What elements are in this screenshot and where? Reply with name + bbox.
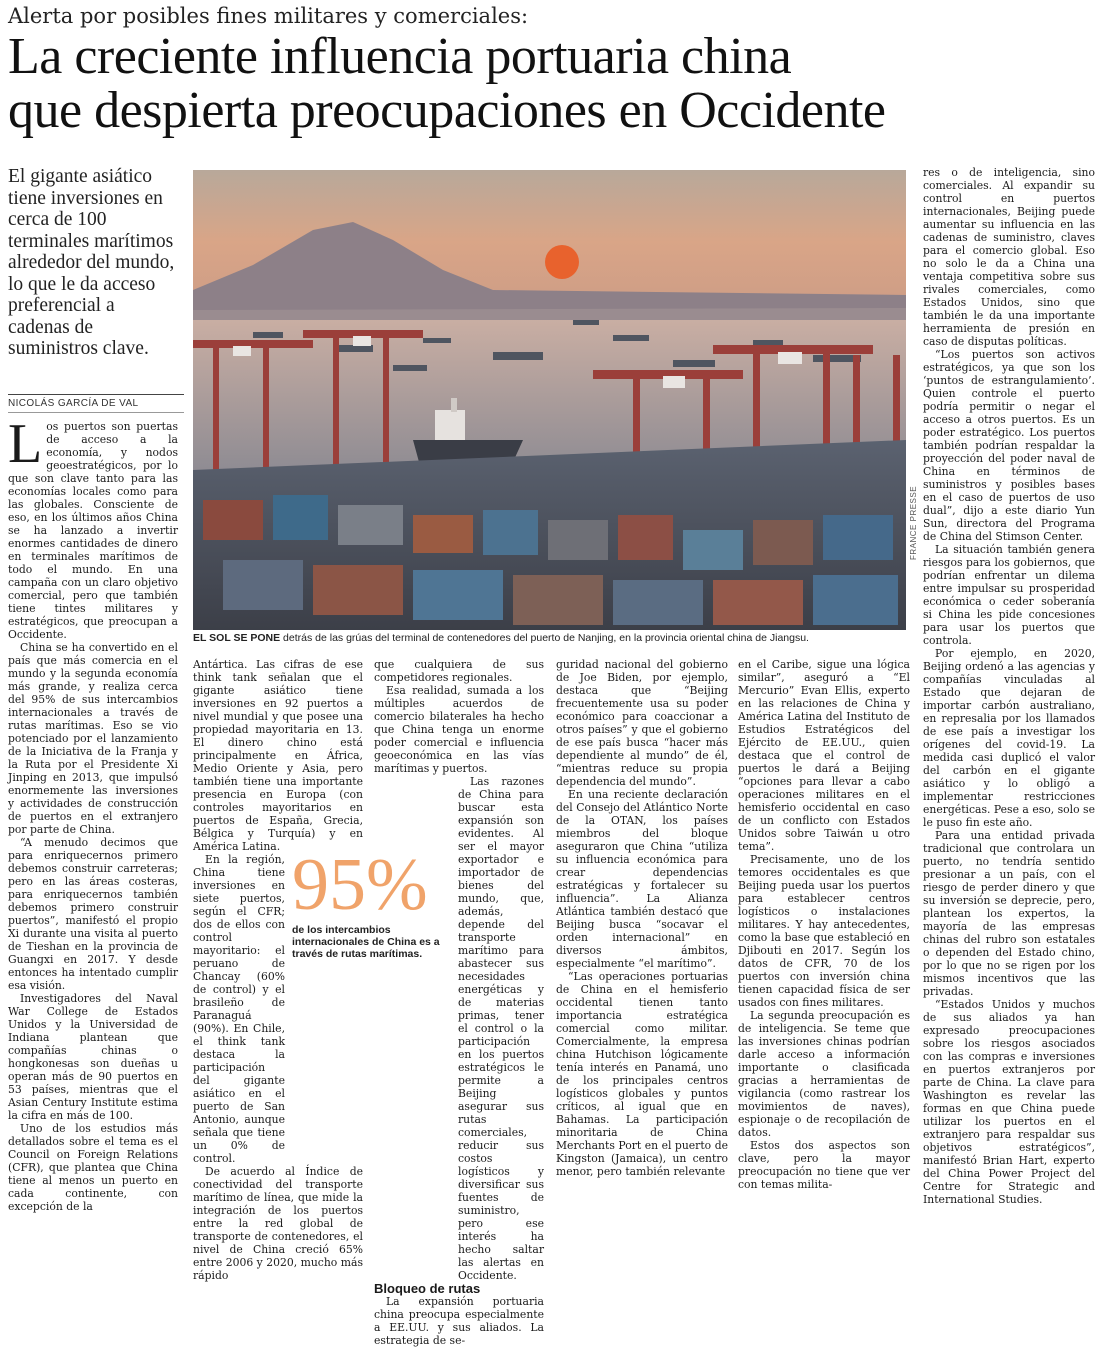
col2-paragraph-1: Antártica. Las cifras de ese think tank señalan que el gigante asiático tiene inversiones en 92 puertos a nivel mundial y que posee una propiedad mayoritaria en 13. El dinero chino está principalmente en África, Medio Oriente y Asia, pero también tiene una importante presencia en Europa (con controles mayoritarios en puertos de España, Grecia, Bélgica y Turquía) y en América Latina. (193, 658, 363, 853)
col1-paragraph-1: os puertos son puertas de acceso a la economía, y nodos geoestratégicos, por lo que son clave tanto para las economías locales como para las globales. Consciente de eso, en los últimos años China se ha lanzado a invertir enormes cantidades de dinero en terminales marítimos de todo el mundo. En una campaña con un claro objetivo comercial, pero que también tiene tintes militares y estratégicos, que preocupan a Occidente. (8, 420, 178, 641)
col6-paragraph-5: Para una entidad privada tradicional que controlara un puerto, no tendría sentido presionar a un país, con el riesgo de perder dinero y que su inversión se deprecie, pero, plantean los expertos, la mayoría de las empresas chinas del rubro son estatales o dependen del Estado chino, por lo que no se rigen por los mismos incentivos que las privadas. (923, 829, 1095, 998)
col3-paragraph-3: Las razones de China para buscar esta expansión son evidentes. Al ser el mayor exportador e importador de bienes del mundo, que, además, depende del transporte marítimo para abastecer sus necesidades energéticas y de materias primas, tener el control o la participación en los puertos estratégicos le permite a Beijing asegurar sus rutas comerciales, reducir sus costos logísticos y diversificar sus fuentes de suministro, pero ese interés ha hecho saltar las alertas en Occidente. (458, 775, 544, 1282)
headline (8, 30, 1098, 138)
col2-paragraph-3: De acuerdo al Índice de conectividad del transporte marítimo de línea, que mide la integración de los puertos entre la red global de transporte de contenedores, el nivel de China creció 65% entre 2006 y 2020, mucho más rápido (193, 1165, 363, 1282)
col6-paragraph-3: La situación también genera riesgos para los gobiernos, que podrían enfrentar un dilema entre impulsar su prosperidad económica o ceder soberanía si China les pide concesiones para usar los puertos que controla. (923, 543, 1095, 647)
headline-line-1: La creciente influencia portuaria china (8, 28, 792, 85)
col1-paragraph-3: “A menudo decimos que para enriquecernos primero debemos construir carreteras; pero en las áreas costeras, para enriquecernos también debemos primero construir puertos”, manifestó el propio Xi durante una visita al puerto de Tieshan en la provincia de Guangxi en 2017. Y desde entonces ha intentado cumplir esa visión. (8, 836, 178, 992)
dropcap: L (8, 413, 43, 475)
port-photo (193, 170, 906, 630)
col6-paragraph-6: “Estados Unidos y muchos de sus aliados ya han expresado preocupaciones sobre los riesgos asociados con las compras e inversiones en puertos extranjeros por parte de China. La clave para Washington es revelar las formas en que China puede utilizar los puertos en el extranjero para respaldar sus objetivos estratégicos”, manifestó Brian Hart, experto del China Power Project del Centre for Strategic and International Studies. (923, 998, 1095, 1206)
column-4 (556, 658, 728, 1178)
col5-paragraph-3: La segunda preocupación es de inteligencia. Se teme que las inversiones chinas podrían darle acceso a información importante o clasificada gracias a herramientas de vigilancia (como rastrear los movimientos de naves), espionaje o de recopilación de datos. (738, 1009, 910, 1139)
col3-paragraph-4: La expansión portuaria china preocupa especialmente a EE.UU. y sus aliados. La estrategia de se- (374, 1295, 544, 1347)
photo-caption (193, 632, 906, 644)
col4-paragraph-3: “Las operaciones portuarias de China en el hemisferio occidental tienen tanto importancia estratégica comercial como militar. Comercialmente, la empresa china Hutchison lógicamente tenía interés en Panamá, uno de los principales centros logísticos globales y puntos críticos, al igual que en Bahamas. La participación minoritaria de China Merchants Port en el puerto de Kingston (Jamaica), un centro menor, pero también relevante (556, 970, 728, 1178)
col1-paragraph-2: China se ha convertido en el país que más comercia en el mundo y la segunda economía más grande, y realiza cerca del 95% de sus intercambios internacionales a través de rutas marítimas. Eso se vio potenciado por el lanzamiento de la Iniciativa de la Franja y la Ruta por el Presidente Xi Jinping en 2013, que impulsó enormemente las inversiones y actividades de construcción de puertos en el extranjero por parte de China. (8, 641, 178, 836)
subhead-bloqueo: Bloqueo de rutas (374, 1281, 481, 1296)
col6-paragraph-2: “Los puertos son activos estratégicos, ya que son los ‘puntos de estrangulamiento’. Quien controle el puerto podría permitir o negar el acceso a otros puertos. Es un poder estratégico. Los puertos también podrían respaldar la proyección del poder naval de China en términos de suministros y posibles bases en el caso de puertos de uso dual”, dijo a este diario Yun Sun, directora del Programa de China del Stimson Center. (923, 348, 1095, 543)
deck: El gigante asiático tiene inversiones en cerca de 100 terminales marítimos alrededor del mundo, lo que le da acceso preferencial a cadenas de suministros clave. (8, 166, 175, 359)
col4-paragraph-2: En una reciente declaración del Consejo del Atlántico Norte de la OTAN, los países miembros del bloque aseguraron que China “utiliza su influencia económica para crear dependencias estratégicas y fortalecer su influencia”. La Alianza Atlántica también destacó que Beijing busca “socavar el orden internacional” en diversos ámbitos, especialmente “el marítimo”. (556, 788, 728, 970)
col2-paragraph-2: En la región, China tiene inversiones en siete puertos, según el CFR; dos de ellos con control mayoritario: el peruano de Chancay (60% de control) y el brasileño de Paranaguá (90%). En Chile, el think tank destaca la participación del gigante asiático en el puerto de San Antonio, aunque señala que tiene un 0% de control. (193, 853, 285, 1165)
col6-paragraph-1: res o de inteligencia, sino comerciales. Al expandir su control en puertos internacionales, Beijing puede aumentar su influencia en las cadenas de suministro, claves para el comercio global. Eso no solo le da a China una ventaja competitiva sobre sus rivales comerciales, como Estados Unidos, sino que también le da una importante herramienta de presión en caso de disputas políticas. (923, 166, 1095, 348)
headline-line-2: que despierta preocupaciones en Occidente (8, 82, 886, 139)
col6-paragraph-4: Por ejemplo, en 2020, Beijing ordenó a las agencias y compañías vinculadas al Estado que dejaran de importar carbón australiano, en represalia por los llamados de ese país a investigar los orígenes del covid-19. La medida casi duplicó el valor del carbón en el gigante asiático y lo obligó a implementar restricciones energéticas. Pese a eso, solo se le puso fin este año. (923, 647, 1095, 829)
col5-paragraph-4: Estos dos aspectos son clave, pero la mayor preocupación no tiene que ver con temas milita- (738, 1139, 910, 1191)
port-photo-illustration (193, 170, 906, 630)
column-1 (8, 413, 178, 1213)
caption-lead: EL SOL SE PONE (193, 632, 281, 644)
col5-paragraph-1: en el Caribe, sigue una lógica similar”, aseguró a “El Mercurio” Evan Ellis, experto en las relaciones de China y América Latina del Instituto de Estudios Estratégicos del Ejército de EE.UU., quien destaca que el control de puertos le dará a Beijing “opciones para llevar a cabo operaciones militares en el hemisferio occidental en caso de un conflicto con Estados Unidos sobre Taiwán u otro tema”. (738, 658, 910, 853)
col4-paragraph-1: guridad nacional del gobierno de Joe Biden, por ejemplo, destaca que “Beijing frecuentemente usa su poder económico para coaccionar a otros países” y que el gobierno de ese país busca “hacer más dependiente al mundo” de él, “mientras reduce su propia dependencia del mundo”. (556, 658, 728, 788)
column-6 (923, 166, 1095, 1206)
byline: NICOLÁS GARCÍA DE VAL (8, 398, 139, 409)
kicker: Alerta por posibles fines militares y comerciales: (8, 4, 529, 28)
col3-paragraph-1: que cualquiera de sus competidores regionales. (374, 658, 544, 684)
deck-rule (8, 394, 184, 395)
col3-paragraph-2: Esa realidad, sumada a los múltiples acuerdos de comercio bilaterales ha hecho que China tenga un enorme poder comercial e influencia geoeconómica en las vías marítimas y puertos. (374, 684, 544, 775)
photo-credit: FRANCE PRESSE (909, 485, 918, 560)
column-5 (738, 658, 910, 1191)
col5-paragraph-2: Precisamente, uno de los temores occidentales es que Beijing pueda usar los puertos para establecer centros logísticos o instalaciones militares. Y hay antecedentes, como la base que estableció en Djibouti en 2017. Según los datos de CFR, 70 de los puertos con inversión china tienen capacidad física de ser usados con fines militares. (738, 853, 910, 1009)
col1-paragraph-5: Uno de los estudios más detallados sobre el tema es el Council on Foreign Relations (CFR), que plantea que China tiene al menos un puerto en cada continente, con excepción de la (8, 1122, 178, 1213)
highlight-number: 95% (292, 844, 428, 926)
col1-paragraph-4: Investigadores del Naval War College de Estados Unidos y la Universidad de Indiana plantean que compañías chinas o hongkonesas son dueñas u operan más de 90 puertos en 53 países, mientras que el Asian Century Institute estima la cifra en más de 100. (8, 992, 178, 1122)
caption-text: detrás de las grúas del terminal de contenedores del puerto de Nanjing, en la provincia oriental china de Jiangsu. (280, 632, 809, 644)
highlight-text: de los intercambios internacionales de China es a través de rutas marítimas. (292, 924, 440, 960)
